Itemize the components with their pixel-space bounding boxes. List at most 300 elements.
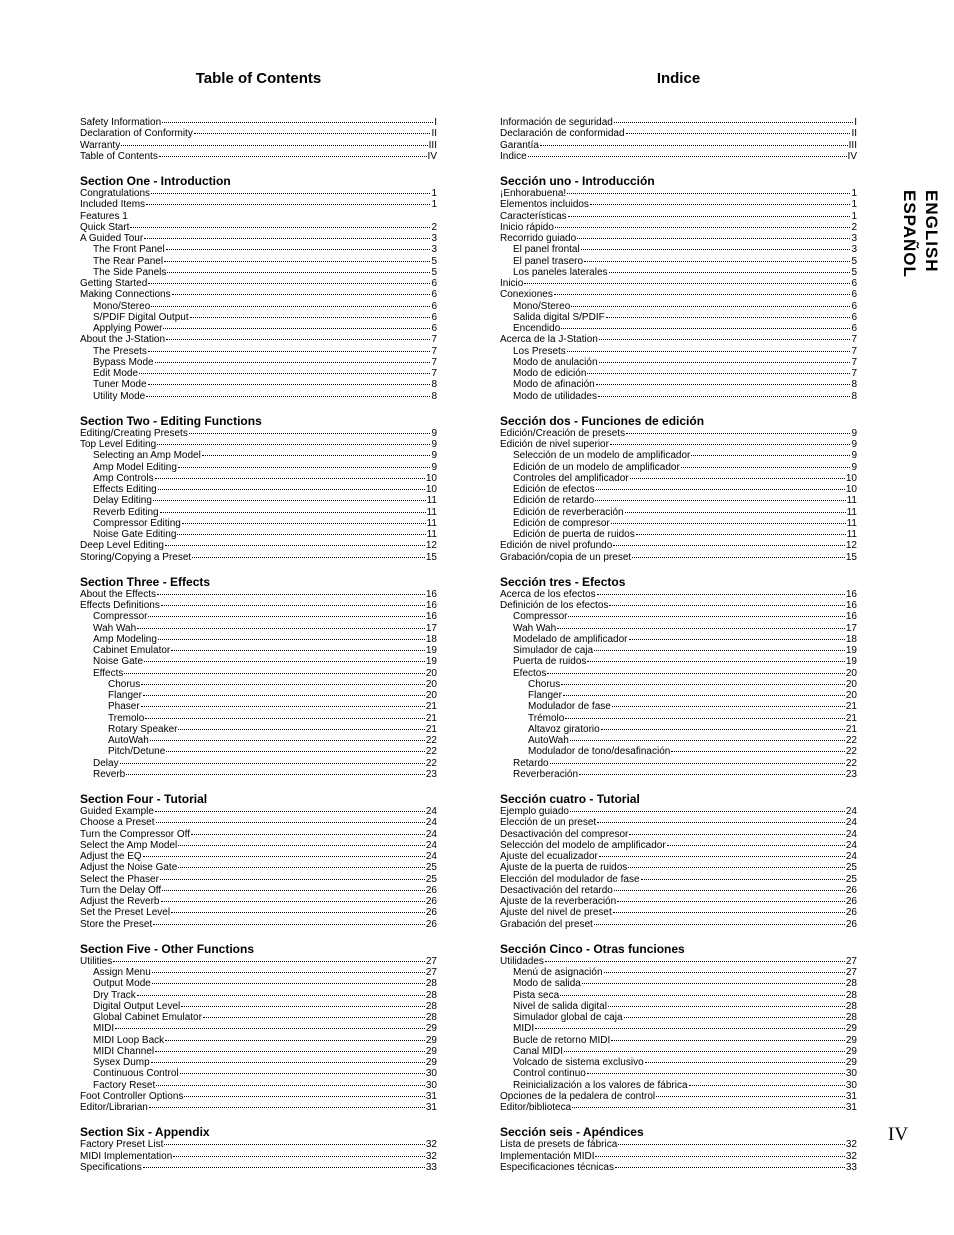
toc-entry-label: Modo de utilidades bbox=[513, 390, 597, 402]
toc-entry[interactable] bbox=[80, 1162, 437, 1173]
dot-leader bbox=[596, 384, 851, 385]
section-heading[interactable]: Section Three - Effects bbox=[80, 574, 211, 589]
toc-entry[interactable] bbox=[80, 540, 437, 551]
toc-entry[interactable] bbox=[80, 746, 437, 757]
toc-entry[interactable] bbox=[80, 634, 437, 645]
toc-entry[interactable] bbox=[500, 1068, 857, 1079]
toc-entry[interactable] bbox=[80, 323, 437, 334]
toc-entry[interactable] bbox=[500, 244, 857, 255]
toc-entry-label: Included Items bbox=[80, 199, 146, 211]
toc-entry[interactable] bbox=[80, 473, 437, 484]
toc-entry[interactable] bbox=[500, 840, 857, 851]
toc-entry[interactable] bbox=[500, 462, 857, 473]
toc-entry[interactable] bbox=[500, 806, 857, 817]
toc-entry[interactable] bbox=[80, 128, 437, 139]
toc-entry-label: Modo de edición bbox=[513, 368, 587, 379]
toc-entry[interactable] bbox=[500, 267, 857, 278]
toc-entry-label: Acerca de la J-Station bbox=[500, 334, 598, 346]
toc-entry[interactable] bbox=[80, 233, 437, 244]
toc-entry[interactable] bbox=[500, 334, 857, 345]
toc-entry[interactable] bbox=[500, 256, 857, 267]
toc-entry[interactable] bbox=[500, 690, 857, 701]
toc-entry[interactable] bbox=[500, 1151, 857, 1162]
toc-entry-label: Desactivación del compresor bbox=[500, 828, 629, 840]
toc-entry[interactable] bbox=[80, 140, 437, 151]
dot-leader bbox=[550, 763, 845, 764]
toc-entry[interactable] bbox=[80, 256, 437, 267]
toc-entry[interactable] bbox=[80, 701, 437, 712]
toc-entry[interactable] bbox=[500, 391, 857, 402]
dot-leader bbox=[137, 995, 425, 996]
dot-leader bbox=[581, 249, 851, 250]
toc-entry[interactable] bbox=[80, 267, 437, 278]
toc-entry-page: IV bbox=[847, 150, 857, 162]
toc-entry[interactable] bbox=[80, 1001, 437, 1012]
toc-entry[interactable] bbox=[80, 817, 437, 828]
toc-entry[interactable] bbox=[80, 1012, 437, 1023]
toc-entry[interactable] bbox=[80, 1057, 437, 1068]
toc-entry[interactable] bbox=[80, 450, 437, 461]
toc-entry[interactable] bbox=[500, 450, 857, 461]
toc-entry[interactable] bbox=[80, 117, 437, 128]
toc-entry[interactable] bbox=[500, 188, 857, 199]
toc-entry[interactable] bbox=[500, 885, 857, 896]
toc-entry-label: Phaser bbox=[108, 701, 140, 713]
toc-entry-label: Factory Reset bbox=[93, 1079, 156, 1091]
toc-entry[interactable] bbox=[80, 874, 437, 885]
toc-entry-label: Compressor bbox=[513, 611, 568, 623]
toc-entry[interactable] bbox=[500, 769, 857, 780]
toc-entry-label: Compressor Editing bbox=[93, 517, 181, 529]
language-tab-english: ENGLISH bbox=[922, 190, 941, 273]
section-heading[interactable]: Sección uno - Introducción bbox=[500, 174, 655, 188]
toc-entry-page: 1 bbox=[431, 188, 437, 199]
toc-entry-page: 29 bbox=[425, 1045, 437, 1057]
toc-entry-page: 20 bbox=[845, 667, 857, 679]
toc-entry-label: Amp Model Editing bbox=[93, 461, 177, 473]
toc-entry-page: 7 bbox=[851, 334, 857, 346]
toc-entry[interactable] bbox=[500, 428, 857, 439]
toc-entry[interactable] bbox=[500, 473, 857, 484]
toc-entry-label: Efectos bbox=[513, 667, 547, 679]
toc-entry-page: 21 bbox=[425, 723, 437, 735]
toc-groups bbox=[80, 117, 437, 1173]
toc-entry-label: Edición de retardo bbox=[513, 495, 595, 507]
toc-entry[interactable] bbox=[500, 758, 857, 769]
toc-entry-label: Recorrido guiado bbox=[500, 233, 577, 244]
toc-entry-page: I bbox=[434, 117, 437, 128]
toc-entry[interactable] bbox=[80, 840, 437, 851]
toc-entry[interactable] bbox=[80, 368, 437, 379]
dot-leader bbox=[157, 594, 425, 595]
toc-entry-page: 9 bbox=[431, 461, 437, 473]
toc-entry[interactable] bbox=[500, 199, 857, 210]
toc-entry[interactable] bbox=[500, 656, 857, 667]
toc-entry-page: 28 bbox=[425, 1012, 437, 1023]
toc-entry[interactable] bbox=[500, 151, 857, 162]
toc-entry[interactable] bbox=[80, 1068, 437, 1079]
toc-entry-label: Declaration of Conformity bbox=[80, 128, 193, 140]
toc-entry[interactable] bbox=[80, 518, 437, 529]
toc-entry[interactable] bbox=[500, 552, 857, 563]
dot-leader bbox=[161, 901, 425, 902]
toc-entry-page: 21 bbox=[845, 712, 857, 724]
toc-entry[interactable] bbox=[80, 552, 437, 563]
toc-entry-label: Menú de asignación bbox=[513, 967, 603, 978]
toc-entry-page: 9 bbox=[851, 450, 857, 462]
toc-entry[interactable] bbox=[500, 645, 857, 656]
toc-entry[interactable] bbox=[500, 529, 857, 540]
toc-entry[interactable] bbox=[500, 117, 857, 128]
section-heading[interactable]: Sección Cinco - Otras funciones bbox=[500, 941, 685, 956]
toc-entry-page: 1 bbox=[851, 210, 857, 222]
toc-entry[interactable] bbox=[500, 735, 857, 746]
section-heading[interactable]: Section Two - Editing Functions bbox=[80, 413, 262, 428]
toc-entry-page: 2 bbox=[431, 221, 437, 233]
toc-entry[interactable] bbox=[80, 735, 437, 746]
toc-entry[interactable] bbox=[80, 379, 437, 390]
toc-entry[interactable] bbox=[80, 656, 437, 667]
toc-entry[interactable] bbox=[80, 334, 437, 345]
toc-entry[interactable] bbox=[500, 1012, 857, 1023]
toc-entry-page: 6 bbox=[851, 323, 857, 334]
toc-section bbox=[80, 942, 437, 1114]
toc-entry[interactable] bbox=[80, 829, 437, 840]
toc-entry-label: Encendido bbox=[513, 323, 561, 334]
toc-entry-label: Edición de compresor bbox=[513, 517, 610, 529]
toc-entry-page: 16 bbox=[425, 600, 437, 611]
toc-entry-label: Simulador global de caja bbox=[513, 1012, 623, 1023]
toc-entry[interactable] bbox=[80, 645, 437, 656]
toc-entry-label: The Presets bbox=[93, 345, 147, 357]
toc-entry-page: 16 bbox=[425, 611, 437, 623]
toc-entry[interactable] bbox=[500, 600, 857, 611]
toc-entry[interactable] bbox=[80, 391, 437, 402]
dot-leader bbox=[153, 924, 425, 925]
toc-entry[interactable] bbox=[80, 1139, 437, 1150]
toc-entry[interactable] bbox=[80, 851, 437, 862]
toc-entry[interactable] bbox=[80, 978, 437, 989]
dot-leader bbox=[158, 489, 425, 490]
toc-entry[interactable] bbox=[80, 484, 437, 495]
toc-entry[interactable] bbox=[80, 222, 437, 233]
column-title: Table of Contents bbox=[195, 70, 322, 87]
toc-entry[interactable] bbox=[500, 1080, 857, 1091]
toc-entry[interactable] bbox=[500, 507, 857, 518]
toc-entry[interactable] bbox=[80, 690, 437, 701]
toc-entry[interactable] bbox=[500, 211, 857, 222]
toc-entry[interactable] bbox=[80, 956, 437, 967]
dot-leader bbox=[681, 467, 851, 468]
toc-entry[interactable] bbox=[500, 233, 857, 244]
toc-entry[interactable] bbox=[80, 679, 437, 690]
toc-entry[interactable] bbox=[80, 896, 437, 907]
toc-entry[interactable] bbox=[500, 1057, 857, 1068]
toc-entry[interactable] bbox=[80, 507, 437, 518]
toc-entry[interactable] bbox=[80, 806, 437, 817]
toc-entry[interactable] bbox=[500, 851, 857, 862]
toc-entry[interactable] bbox=[80, 188, 437, 199]
toc-entry[interactable] bbox=[80, 312, 437, 323]
dot-leader bbox=[601, 729, 845, 730]
toc-entry[interactable] bbox=[500, 312, 857, 323]
toc-entry-label: Modo de afinación bbox=[513, 379, 595, 391]
toc-entry-page: 9 bbox=[431, 450, 437, 462]
toc-entry-page: 5 bbox=[431, 255, 437, 267]
dot-leader bbox=[645, 1062, 845, 1063]
toc-entry-page: 5 bbox=[851, 266, 857, 278]
dot-leader bbox=[628, 867, 845, 868]
toc-entry-label: Dry Track bbox=[93, 989, 136, 1001]
dot-leader bbox=[146, 396, 430, 397]
toc-entry-label: Effects Editing bbox=[93, 484, 157, 495]
toc-entry-page: 11 bbox=[846, 506, 857, 518]
toc-entry[interactable] bbox=[80, 1102, 437, 1113]
dot-leader bbox=[146, 204, 430, 205]
dot-leader bbox=[615, 1167, 845, 1168]
toc-entry[interactable] bbox=[500, 222, 857, 233]
toc-entry[interactable] bbox=[500, 289, 857, 300]
toc-entry-page: 17 bbox=[425, 622, 437, 634]
section-heading[interactable]: Sección dos - Funciones de edición bbox=[500, 413, 705, 428]
toc-entry[interactable] bbox=[500, 668, 857, 679]
toc-entry-page: 6 bbox=[431, 311, 437, 323]
toc-entry[interactable] bbox=[80, 758, 437, 769]
toc-entry[interactable] bbox=[80, 600, 437, 611]
toc-entry[interactable] bbox=[500, 634, 857, 645]
toc-entry-label: Factory Preset List bbox=[80, 1139, 164, 1151]
toc-entry[interactable] bbox=[80, 462, 437, 473]
toc-entry[interactable] bbox=[500, 140, 857, 151]
toc-entry[interactable] bbox=[500, 439, 857, 450]
toc-entry-label: Effects bbox=[93, 667, 124, 679]
dot-leader bbox=[611, 523, 846, 524]
dot-leader bbox=[604, 972, 845, 973]
toc-entry[interactable] bbox=[500, 956, 857, 967]
toc-entry-page: III bbox=[428, 139, 437, 151]
toc-entry-label: Reinicialización a los valores de fábrica bbox=[513, 1079, 688, 1091]
toc-entry-page: 20 bbox=[425, 678, 437, 690]
toc-entry[interactable] bbox=[80, 668, 437, 679]
toc-entry[interactable] bbox=[500, 518, 857, 529]
dot-leader bbox=[587, 661, 844, 662]
toc-entry[interactable] bbox=[80, 199, 437, 210]
dot-leader bbox=[641, 879, 845, 880]
toc-entry-label: Noise Gate Editing bbox=[93, 529, 177, 540]
dot-leader bbox=[582, 983, 845, 984]
toc-entry[interactable] bbox=[500, 874, 857, 885]
language-tab bbox=[898, 190, 942, 278]
toc-entry-label: Selección de un modelo de amplificador bbox=[513, 450, 691, 462]
toc-entry-page: 5 bbox=[851, 255, 857, 267]
toc-entry[interactable] bbox=[500, 990, 857, 1001]
toc-entry-page: 26 bbox=[845, 896, 857, 907]
toc-entry[interactable] bbox=[80, 919, 437, 930]
toc-entry[interactable] bbox=[500, 357, 857, 368]
toc-entry-label: Amp Controls bbox=[93, 472, 154, 484]
dot-leader bbox=[162, 122, 433, 123]
toc-entry-page: 16 bbox=[845, 588, 857, 600]
dot-leader bbox=[181, 1006, 425, 1007]
toc-entry[interactable] bbox=[80, 211, 437, 222]
toc-entry-label: Inicio bbox=[500, 278, 524, 289]
toc-entry-label: The Side Panels bbox=[93, 266, 167, 278]
toc-entry[interactable] bbox=[500, 495, 857, 506]
dot-leader bbox=[579, 774, 845, 775]
dot-leader bbox=[597, 594, 845, 595]
toc-entry[interactable] bbox=[80, 885, 437, 896]
section-heading[interactable]: Section One - Introduction bbox=[80, 174, 231, 188]
toc-entry[interactable] bbox=[80, 346, 437, 357]
section-heading[interactable]: Sección seis - Apéndices bbox=[500, 1125, 644, 1140]
toc-entry[interactable] bbox=[80, 357, 437, 368]
toc-entry-page: 11 bbox=[846, 517, 857, 529]
toc-entry[interactable] bbox=[500, 379, 857, 390]
dot-leader bbox=[599, 362, 851, 363]
toc-entry[interactable] bbox=[80, 769, 437, 780]
toc-entry-label: Pitch/Detune bbox=[108, 746, 166, 758]
toc-entry-page: II bbox=[431, 128, 437, 140]
toc-entry-page: 27 bbox=[845, 967, 857, 978]
toc-entry[interactable] bbox=[500, 278, 857, 289]
toc-entry-page: 10 bbox=[425, 472, 437, 484]
toc-entry[interactable] bbox=[500, 1035, 857, 1046]
section-heading[interactable]: Sección tres - Efectos bbox=[500, 574, 626, 589]
dot-leader bbox=[598, 396, 850, 397]
toc-entry[interactable] bbox=[80, 862, 437, 873]
dot-leader bbox=[614, 122, 853, 123]
toc-entry[interactable] bbox=[500, 1162, 857, 1173]
toc-entry[interactable] bbox=[80, 529, 437, 540]
dot-leader bbox=[570, 811, 845, 812]
toc-entry[interactable] bbox=[80, 1151, 437, 1162]
dot-leader bbox=[143, 1167, 425, 1168]
toc-entry[interactable] bbox=[500, 896, 857, 907]
toc-entry-page: 21 bbox=[845, 701, 857, 713]
toc-entry[interactable] bbox=[80, 1023, 437, 1034]
dot-leader bbox=[182, 523, 426, 524]
toc-section bbox=[500, 414, 857, 563]
dot-leader bbox=[626, 133, 851, 134]
toc-entry[interactable] bbox=[80, 967, 437, 978]
toc-entry[interactable] bbox=[500, 484, 857, 495]
toc-entry[interactable] bbox=[500, 540, 857, 551]
toc-entry[interactable] bbox=[80, 244, 437, 255]
toc-entry[interactable] bbox=[80, 611, 437, 622]
toc-entry[interactable] bbox=[500, 829, 857, 840]
toc-entry[interactable] bbox=[500, 589, 857, 600]
toc-entry[interactable] bbox=[500, 1046, 857, 1057]
toc-entry[interactable] bbox=[500, 978, 857, 989]
dot-leader bbox=[148, 351, 431, 352]
toc-entry-page: 26 bbox=[845, 918, 857, 930]
toc-entry[interactable] bbox=[500, 919, 857, 930]
toc-entry[interactable] bbox=[80, 1035, 437, 1046]
dot-leader bbox=[192, 557, 425, 558]
toc-entry[interactable] bbox=[500, 907, 857, 918]
section-heading[interactable]: Section Four - Tutorial bbox=[80, 792, 208, 806]
dot-leader bbox=[563, 695, 845, 696]
toc-entry[interactable] bbox=[500, 862, 857, 873]
toc-entry[interactable] bbox=[80, 289, 437, 300]
toc-entry-page: 29 bbox=[425, 1034, 437, 1046]
toc-entry[interactable] bbox=[500, 724, 857, 735]
dot-leader bbox=[171, 912, 425, 913]
dot-leader bbox=[610, 444, 850, 445]
toc-entry-page: 22 bbox=[425, 746, 437, 758]
toc-entry[interactable] bbox=[80, 1091, 437, 1102]
section-heading[interactable]: Section Six - Appendix bbox=[80, 1125, 210, 1140]
toc-entry[interactable] bbox=[80, 151, 437, 162]
toc-entry[interactable] bbox=[80, 439, 437, 450]
toc-entry[interactable] bbox=[500, 368, 857, 379]
toc-entry[interactable] bbox=[80, 589, 437, 600]
toc-section bbox=[80, 575, 437, 780]
toc-entry[interactable] bbox=[500, 817, 857, 828]
dot-leader bbox=[595, 500, 845, 501]
toc-entry[interactable] bbox=[80, 713, 437, 724]
toc-entry[interactable] bbox=[80, 495, 437, 506]
toc-entry[interactable] bbox=[500, 746, 857, 757]
toc-entry[interactable] bbox=[500, 967, 857, 978]
toc-entry[interactable] bbox=[80, 623, 437, 634]
toc-entry[interactable] bbox=[500, 1102, 857, 1113]
section-heading[interactable]: Section Five - Other Functions bbox=[80, 941, 255, 956]
toc-entry[interactable] bbox=[80, 907, 437, 918]
toc-entry-page: 6 bbox=[851, 311, 857, 323]
toc-entry-label: MIDI bbox=[513, 1023, 535, 1035]
dot-leader bbox=[624, 1017, 845, 1018]
toc-entry[interactable] bbox=[500, 346, 857, 357]
dot-leader bbox=[203, 1017, 425, 1018]
toc-entry[interactable] bbox=[80, 301, 437, 312]
toc-column-english bbox=[80, 68, 437, 1185]
toc-entry[interactable] bbox=[500, 679, 857, 690]
toc-entry[interactable] bbox=[80, 724, 437, 735]
toc-entry[interactable] bbox=[500, 1023, 857, 1034]
toc-entry[interactable] bbox=[500, 713, 857, 724]
dot-leader bbox=[564, 1051, 845, 1052]
toc-entry[interactable] bbox=[80, 1046, 437, 1057]
dot-leader bbox=[152, 983, 425, 984]
toc-entry[interactable] bbox=[500, 623, 857, 634]
toc-entry-page: 21 bbox=[425, 701, 437, 713]
toc-entry-label: Acerca de los efectos bbox=[500, 588, 596, 600]
toc-entry-page: 6 bbox=[851, 278, 857, 289]
toc-entry-page: 28 bbox=[845, 978, 857, 990]
toc-entry-label: AutoWah bbox=[108, 735, 149, 746]
toc-entry[interactable] bbox=[500, 701, 857, 712]
dot-leader bbox=[596, 489, 845, 490]
toc-entry[interactable] bbox=[500, 611, 857, 622]
toc-entry[interactable] bbox=[80, 428, 437, 439]
toc-entry-label: MIDI bbox=[93, 1023, 115, 1035]
toc-entry[interactable] bbox=[80, 278, 437, 289]
toc-entry[interactable] bbox=[500, 1139, 857, 1150]
dot-leader bbox=[612, 706, 845, 707]
toc-entry[interactable] bbox=[80, 1080, 437, 1091]
dot-leader bbox=[618, 1144, 845, 1145]
toc-entry-label: Compressor bbox=[93, 611, 148, 623]
toc-entry[interactable] bbox=[80, 990, 437, 1001]
toc-entry[interactable] bbox=[500, 323, 857, 334]
toc-entry[interactable] bbox=[500, 1001, 857, 1012]
toc-entry-label: Los Presets bbox=[513, 345, 566, 357]
toc-entry[interactable] bbox=[500, 1091, 857, 1102]
section-heading[interactable]: Sección cuatro - Tutorial bbox=[500, 792, 640, 806]
toc-entry[interactable] bbox=[500, 301, 857, 312]
toc-entry[interactable] bbox=[500, 128, 857, 139]
